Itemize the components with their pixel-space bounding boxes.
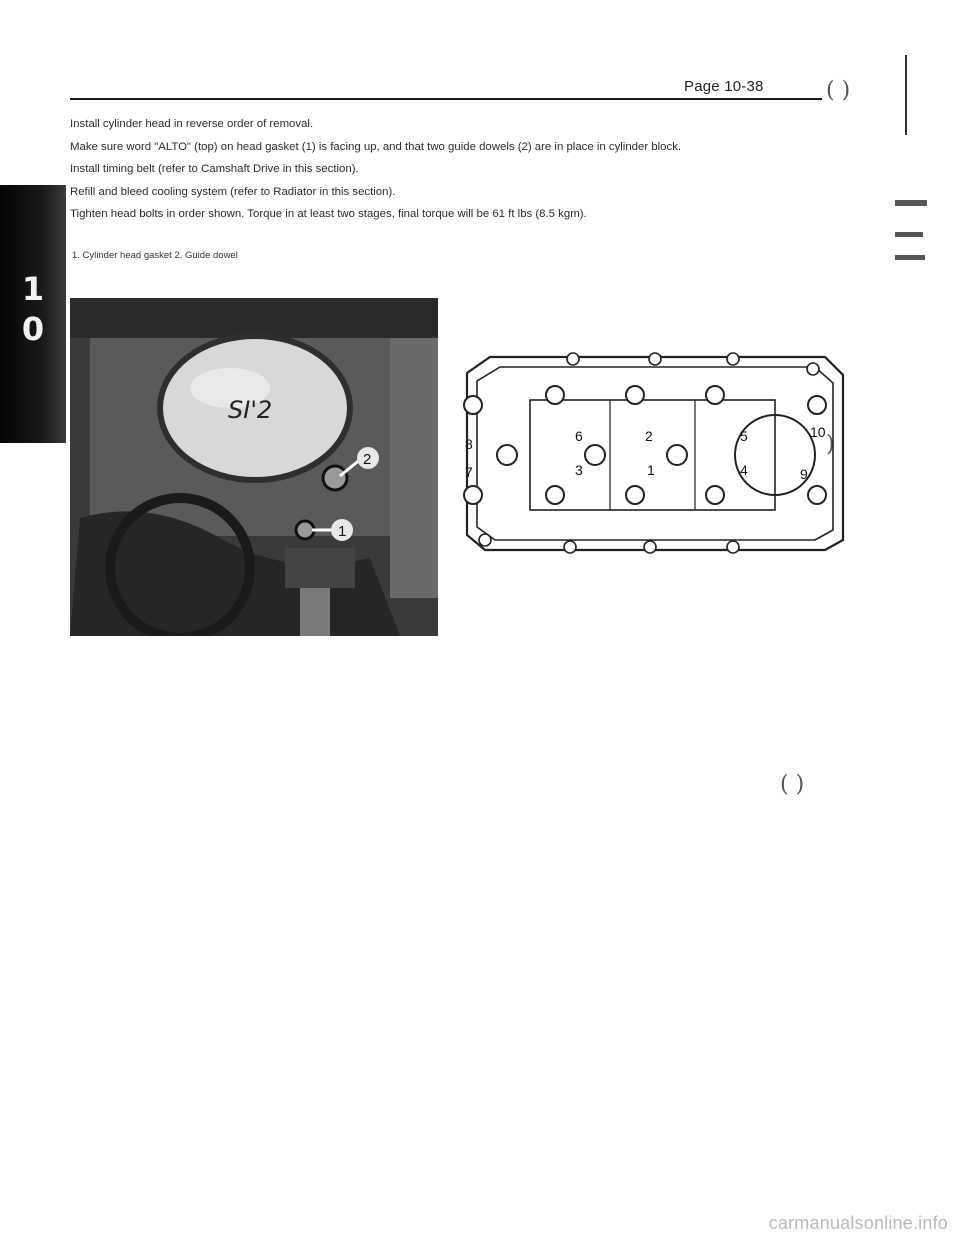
head-bolt-sequence-diagram bbox=[455, 345, 855, 560]
bolt-number-10: 10 bbox=[810, 424, 826, 440]
piston-marking: SI'2 bbox=[228, 396, 273, 424]
header-rule bbox=[70, 98, 822, 100]
bolt-number-2: 2 bbox=[645, 428, 653, 444]
instruction-item: Install timing belt (refer to Camshaft Drive in this section). bbox=[70, 163, 359, 176]
photo-caption: 1. Cylinder head gasket 2. Guide dowel bbox=[72, 250, 238, 261]
bolt-number-5: 5 bbox=[740, 428, 748, 444]
scan-artifact bbox=[895, 200, 927, 206]
engine-block-photo-drawing bbox=[70, 298, 438, 636]
watermark: carmanualsonline.info bbox=[768, 1213, 948, 1233]
engine-block-photo bbox=[70, 298, 438, 636]
bolt-number-6: 6 bbox=[575, 428, 583, 444]
scan-artifact bbox=[895, 255, 925, 260]
bolt-number-4: 4 bbox=[740, 462, 748, 478]
callout-2-label: 2 bbox=[363, 451, 372, 468]
instruction-list bbox=[70, 113, 830, 226]
page-number: Page 10-38 bbox=[684, 78, 764, 95]
binder-hole-mark: ) bbox=[826, 432, 835, 457]
bolt-number-1: 1 bbox=[647, 462, 655, 478]
instruction-item: Refill and bleed cooling system (refer to Radiator in this section). bbox=[70, 185, 396, 198]
section-tab bbox=[0, 185, 66, 443]
bolt-number-9: 9 bbox=[800, 466, 808, 482]
scan-edge-mark bbox=[905, 55, 907, 135]
bolt-number-8: 8 bbox=[465, 436, 473, 452]
binder-hole-mark: ( ) bbox=[780, 772, 805, 797]
instruction-item: Tighten head bolts in order shown. Torque in at least two stages, final torque will be 61 ft lbs (8.5 kgm). bbox=[70, 208, 587, 221]
callout-1-label: 1 bbox=[338, 523, 347, 540]
scan-artifact bbox=[895, 232, 923, 237]
instruction-item: Make sure word "ALTO" (top) on head gasket (1) is facing up, and that two guide dowels (2) are in place in cylinder block. bbox=[70, 140, 682, 153]
section-tab-digit-top: 1 bbox=[21, 270, 45, 308]
bolt-number-3: 3 bbox=[575, 462, 583, 478]
bolt-number-7: 7 bbox=[465, 464, 473, 480]
section-tab-digit-bottom: 0 bbox=[21, 310, 45, 348]
instruction-item: Install cylinder head in reverse order of removal. bbox=[70, 118, 314, 130]
binder-hole-mark: ( ) bbox=[826, 78, 851, 103]
